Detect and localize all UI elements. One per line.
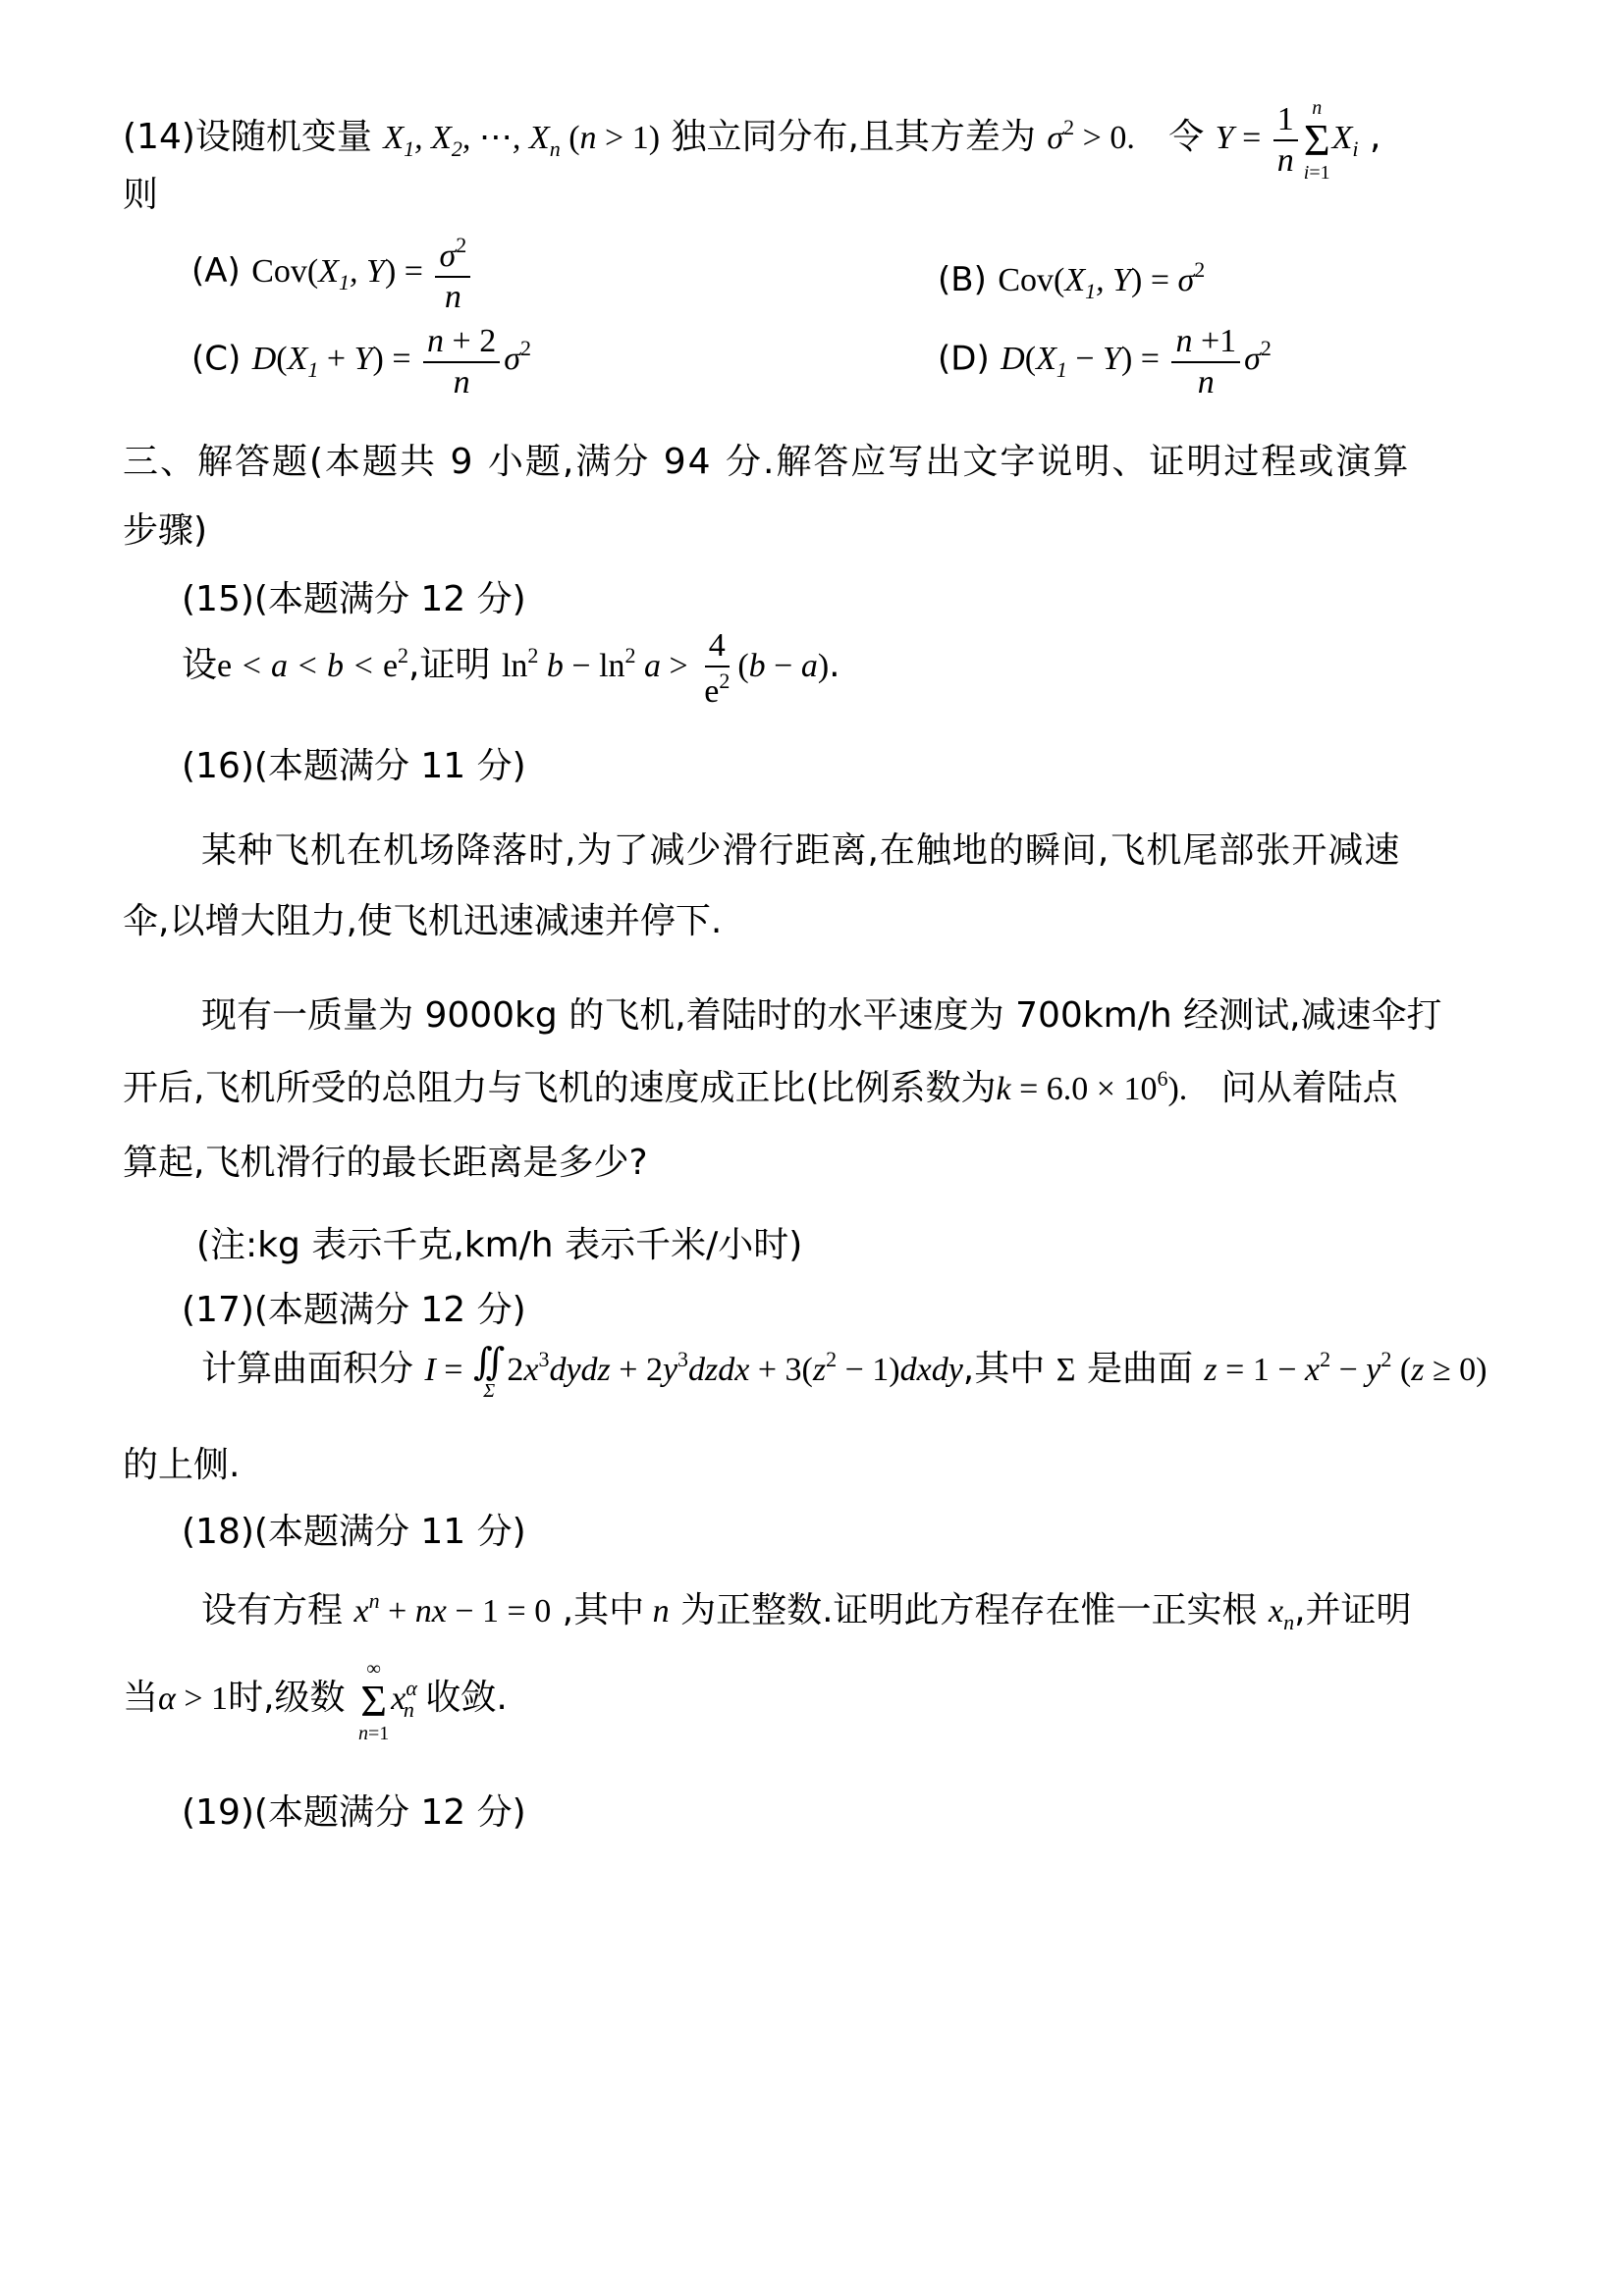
q18-l2-mid: 时,级数 <box>228 1677 346 1718</box>
q18-mid3: ,并证明 <box>1294 1590 1412 1630</box>
q14-lead: (14)设随机变量 <box>123 116 372 157</box>
q15-statement: 设$e < a < b < e^2$,证明 $\ln^2 b - \ln^2 a$ > $\frac{4}{e^2}$ (b − a). <box>182 627 840 710</box>
q17-header: (17)(本题满分 12 分) <box>182 1290 526 1330</box>
q14-mid1: 独立同分布,且其方差为 <box>671 116 1036 157</box>
q16-p2-line1: 现有一质量为 9000kg 的飞机,着陆时的水平速度为 700km/h 经测试,减速伞打 <box>201 995 1442 1036</box>
q16-p2-line3: 算起,飞机滑行的最长距离是多少? <box>123 1143 648 1183</box>
option-d-label: (D) <box>938 339 990 379</box>
q15-end: . <box>829 644 840 685</box>
q16-p2-line2-post: 问从着陆点 <box>1220 1068 1398 1108</box>
q17-mid: ,其中 <box>962 1349 1046 1389</box>
q14-y-definition: Y = $\frac{1}{n}$ n Σ i=1 $X_i$ <box>1215 97 1359 184</box>
q16-header: (16)(本题满分 11 分) <box>182 746 526 786</box>
q16-note: (注:kg 表示千克,km/h 表示千米/小时) <box>196 1225 803 1265</box>
q17-mid2: 是曲面 <box>1086 1349 1193 1389</box>
q14-option-c: (C) $D(X_1 + Y)$ = $\frac{n + 2}{n}$ $\sigma^2$ <box>191 323 531 400</box>
q14-option-d: (D) $D(X_1 - Y)$ = $\frac{n +1}{n}$ $\sigma^2$ <box>938 323 1272 400</box>
q14-variables: $X_1$, $X_2$, ⋯, $X_n$ (n > 1) <box>383 119 661 161</box>
q18-l2-end: 收敛. <box>425 1677 508 1718</box>
q18-line2: 当α > 1时,级数 ∞ Σ n=1 $x^\alpha_n$ 收敛. <box>123 1658 508 1744</box>
q14-statement: (14)设随机变量 $X_1$, $X_2$, ⋯, $X_n$ (n > 1) 独立同分布,且其方差为 $\sigma^2 > 0$. 令 Y = $\frac{1}{n}$ n Σ i=1 $X_i$ , <box>123 97 1381 184</box>
q18-l2-pre: 当 <box>123 1677 159 1718</box>
q16-p1-line1: 某种飞机在机场降落时,为了减少滑行距离,在触地的瞬间,飞机尾部张开减速 <box>201 830 1401 871</box>
section3-line1: 三、解答题(本题共 9 小题,满分 94 分.解答应写出文字说明、证明过程或演算 <box>123 442 1411 482</box>
q17-end: 的上侧. <box>123 1445 241 1485</box>
q16-p2-line2-pre: 开后,飞机所受的总阻力与飞机的速度成正比(比例系数为 <box>123 1068 997 1108</box>
option-c-label: (C) <box>191 339 242 379</box>
option-a-label: (A) <box>191 250 241 291</box>
q16-p1-line2: 伞,以增大阻力,使飞机迅速减速并停下. <box>123 901 723 941</box>
q18-header: (18)(本题满分 11 分) <box>182 1512 526 1552</box>
option-b-label: (B) <box>938 260 987 299</box>
q14-then: 则 <box>123 175 159 215</box>
q18-line1: 设有方程 $x^n$ + nx − 1 = 0 ,其中 n 为正整数.证明此方程存在惟一正实根 $x_n$,并证明 <box>201 1588 1412 1634</box>
q15-pre: 设 <box>182 644 218 685</box>
q14-option-b: (B) $Cov(X_1$, $Y) = \sigma^2$ <box>938 257 1206 303</box>
q18-mid: ,其中 <box>562 1590 645 1630</box>
q15-header: (15)(本题满分 12 分) <box>182 579 526 619</box>
q14-option-a: (A) $Cov(X_1$, Y) = $\frac{\sigma^2}{n}$ <box>191 234 474 314</box>
q17-pre: 计算曲面积分 <box>201 1349 414 1389</box>
q17-statement: 计算曲面积分 I = ∬ Σ $2x^3dydz$ + $2y^3dzdx + 3(z^2$ − 1)dxdy,其中 Σ 是曲面 $z = 1 - x^2 - y^2$ (z ≥ 0) <box>201 1342 1488 1403</box>
q18-pre: 设有方程 <box>201 1590 344 1630</box>
q16-p2-line2: 开后,飞机所受的总阻力与飞机的速度成正比(比例系数为$k = 6.0 \times 10^6$). 问从着陆点 <box>123 1066 1398 1108</box>
section3-line2: 步骤) <box>123 510 208 551</box>
q14-mid2: 令 <box>1168 116 1205 157</box>
q15-mid: ,证明 <box>408 644 491 685</box>
q14-variance: $\sigma^2 > 0$. <box>1047 114 1135 156</box>
q18-mid2: 为正整数.证明此方程存在惟一正实根 <box>680 1590 1258 1630</box>
q19-header: (19)(本题满分 12 分) <box>182 1792 526 1833</box>
